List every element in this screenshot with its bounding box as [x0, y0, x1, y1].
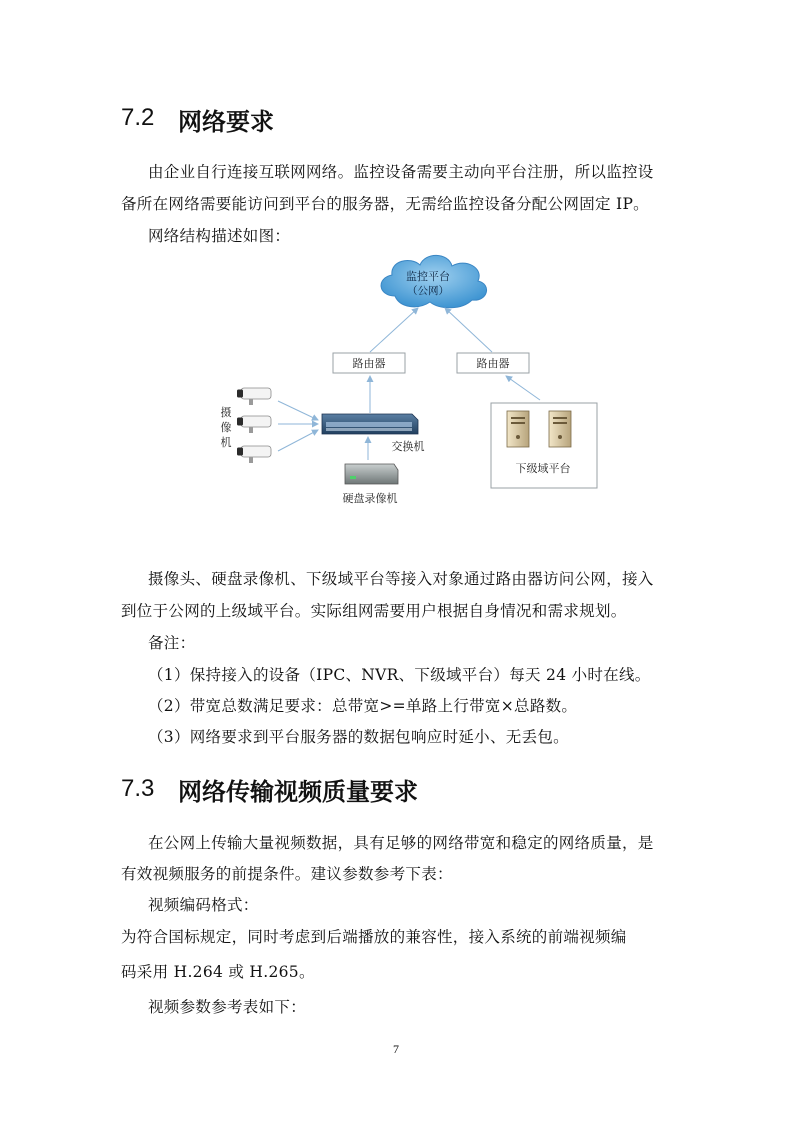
arrow-line	[370, 308, 418, 352]
camera-label-char: 摄	[220, 406, 232, 419]
paragraph-line: 有效视频服务的前提条件。建议参数参考下表：	[121, 865, 453, 883]
switch-icon	[322, 414, 418, 434]
network-diagram	[200, 250, 620, 520]
paragraph-line: 由企业自行连接互联网网络。监控设备需要主动向平台注册，所以监控设	[148, 163, 654, 181]
note-item: （1）保持接入的设备（IPC、NVR、下级域平台）每天 24 小时在线。	[148, 666, 651, 684]
page-number: 7	[393, 1042, 399, 1056]
section-7-3-number: 7.3	[121, 775, 155, 802]
arrow-line	[278, 401, 318, 420]
camera-icon	[237, 388, 271, 405]
camera-label-char: 机	[220, 436, 232, 449]
paragraph-line: 在公网上传输大量视频数据，具有足够的网络带宽和稳定的网络质量，是	[148, 834, 654, 852]
paragraph-line: 为符合国标规定，同时考虑到后端播放的兼容性，接入系统的前端视频编	[121, 928, 627, 946]
lower-platform-label: 下级域平台	[515, 462, 571, 475]
switch-label: 交换机	[391, 440, 425, 453]
server-icon	[549, 411, 571, 447]
cloud-label-line1: 监控平台	[406, 270, 450, 283]
note-item: （2）带宽总数满足要求：总带宽>=单路上行带宽×总路数。	[148, 697, 578, 715]
paragraph-line: 摄像头、硬盘录像机、下级域平台等接入对象通过路由器访问公网，接入	[148, 570, 654, 588]
camera-icon	[237, 446, 271, 463]
section-7-2-title: 网络要求	[178, 108, 274, 136]
section-7-3-title: 网络传输视频质量要求	[178, 778, 418, 806]
camera-label-char: 像	[220, 421, 232, 434]
paragraph-line: 码采用 H.264 或 H.265。	[121, 963, 315, 981]
notes-label: 备注：	[148, 634, 196, 652]
format-label: 视频编码格式：	[148, 896, 259, 914]
table-intro: 视频参数参考表如下：	[148, 998, 307, 1016]
paragraph-line: 到位于公网的上级域平台。实际组网需要用户根据自身情况和需求规划。	[121, 602, 627, 620]
router-left-label: 路由器	[352, 357, 386, 370]
server-icon	[507, 411, 529, 447]
arrow-line	[445, 308, 492, 352]
nvr-label: 硬盘录像机	[342, 492, 398, 505]
router-right-label: 路由器	[476, 357, 510, 370]
nvr-icon	[345, 464, 398, 484]
paragraph-line: 网络结构描述如图：	[148, 227, 291, 245]
paragraph-line: 备所在网络需要能访问到平台的服务器，无需给监控设备分配公网固定 IP。	[121, 195, 649, 213]
cloud-label-line2: （公网）	[407, 285, 449, 297]
section-7-2-number: 7.2	[121, 104, 155, 131]
arrow-line	[506, 376, 540, 400]
arrow-line	[278, 430, 318, 451]
camera-icon	[237, 416, 271, 433]
note-item: （3）网络要求到平台服务器的数据包响应时延小、无丢包。	[148, 728, 569, 746]
